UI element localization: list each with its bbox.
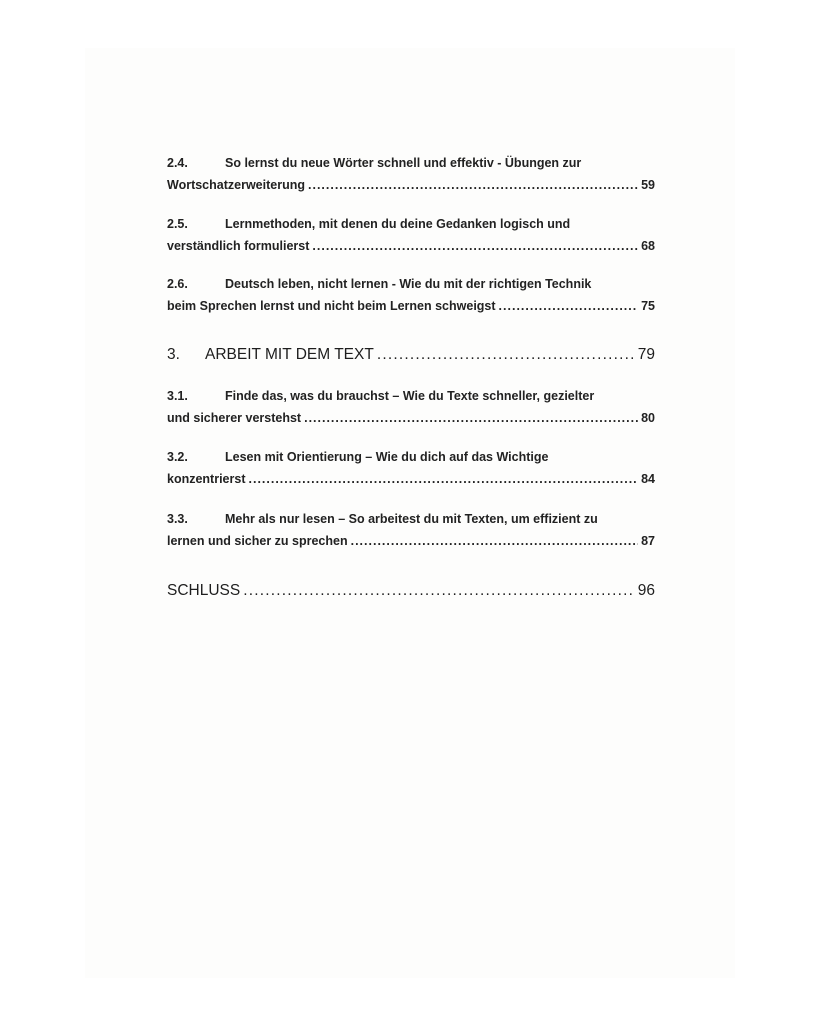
toc-entry-2-6[interactable] [167,273,655,317]
toc-entry-title-line2: verständlich formulierst [167,239,310,253]
toc-entry-2-4[interactable] [167,152,655,196]
toc-entry-number: 3.3. [167,512,188,526]
toc-entry-3-1[interactable] [167,385,655,429]
toc-page-number: 68 [641,239,655,253]
dot-leader [243,579,635,603]
toc-chapter-title: SCHLUSS [167,582,241,599]
dot-leader [308,174,638,196]
dot-leader [499,295,639,317]
toc-entry-number: 2.6. [167,277,188,291]
toc-entry-title-line1: Lernmethoden, mit denen du deine Gedanken logisch und [225,217,571,231]
toc-page-number: 79 [637,346,655,363]
toc-entry-title-line2: Wortschatzerweiterung [167,178,305,192]
toc-entry-title-line1: Deutsch leben, nicht lernen - Wie du mit der richtigen Technik [225,277,592,291]
toc-schluss[interactable] [167,579,655,603]
dot-leader [304,407,638,429]
dot-leader [312,235,638,257]
toc-entry-title-line2: und sicherer verstehst [167,411,302,425]
toc-entry-title-line1: So lernst du neue Wörter schnell und effektiv - Übungen zur [225,156,582,170]
toc-page-number: 75 [641,299,655,313]
toc-page-number: 59 [641,178,655,192]
toc-page-number: 84 [641,472,655,486]
toc-entry-number: 2.4. [167,156,188,170]
toc-page-number: 80 [641,411,655,425]
toc-chapter-title: ARBEIT MIT DEM TEXT [205,346,374,363]
toc-entry-number: 3.1. [167,389,188,403]
toc-entry-number: 3.2. [167,450,188,464]
toc-entry-2-5[interactable] [167,213,655,257]
dot-leader [377,343,635,367]
toc-entry-title-line2: lernen und sicher zu sprechen [167,534,348,548]
toc-chapter-3[interactable] [167,343,655,367]
toc-entry-3-2[interactable] [167,446,655,490]
toc-entry-title-line1: Mehr als nur lesen – So arbeitest du mit Texten, um effizient zu [225,512,598,526]
toc-entry-3-3[interactable] [167,508,655,552]
toc-page-number: 87 [641,534,655,548]
toc-page-number: 96 [637,582,655,599]
toc-entry-title-line1: Finde das, was du brauchst – Wie du Texte schneller, gezielter [225,389,595,403]
toc-entry-title-line1: Lesen mit Orientierung – Wie du dich auf das Wichtige [225,450,549,464]
toc-entry-title-line2: konzentrierst [167,472,246,486]
toc-entry-number: 2.5. [167,217,188,231]
dot-leader [249,468,639,490]
toc-chapter-number: 3. [167,346,180,363]
dot-leader [351,530,638,552]
toc-entry-title-line2: beim Sprechen lernst und nicht beim Lernen schweigst [167,299,496,313]
